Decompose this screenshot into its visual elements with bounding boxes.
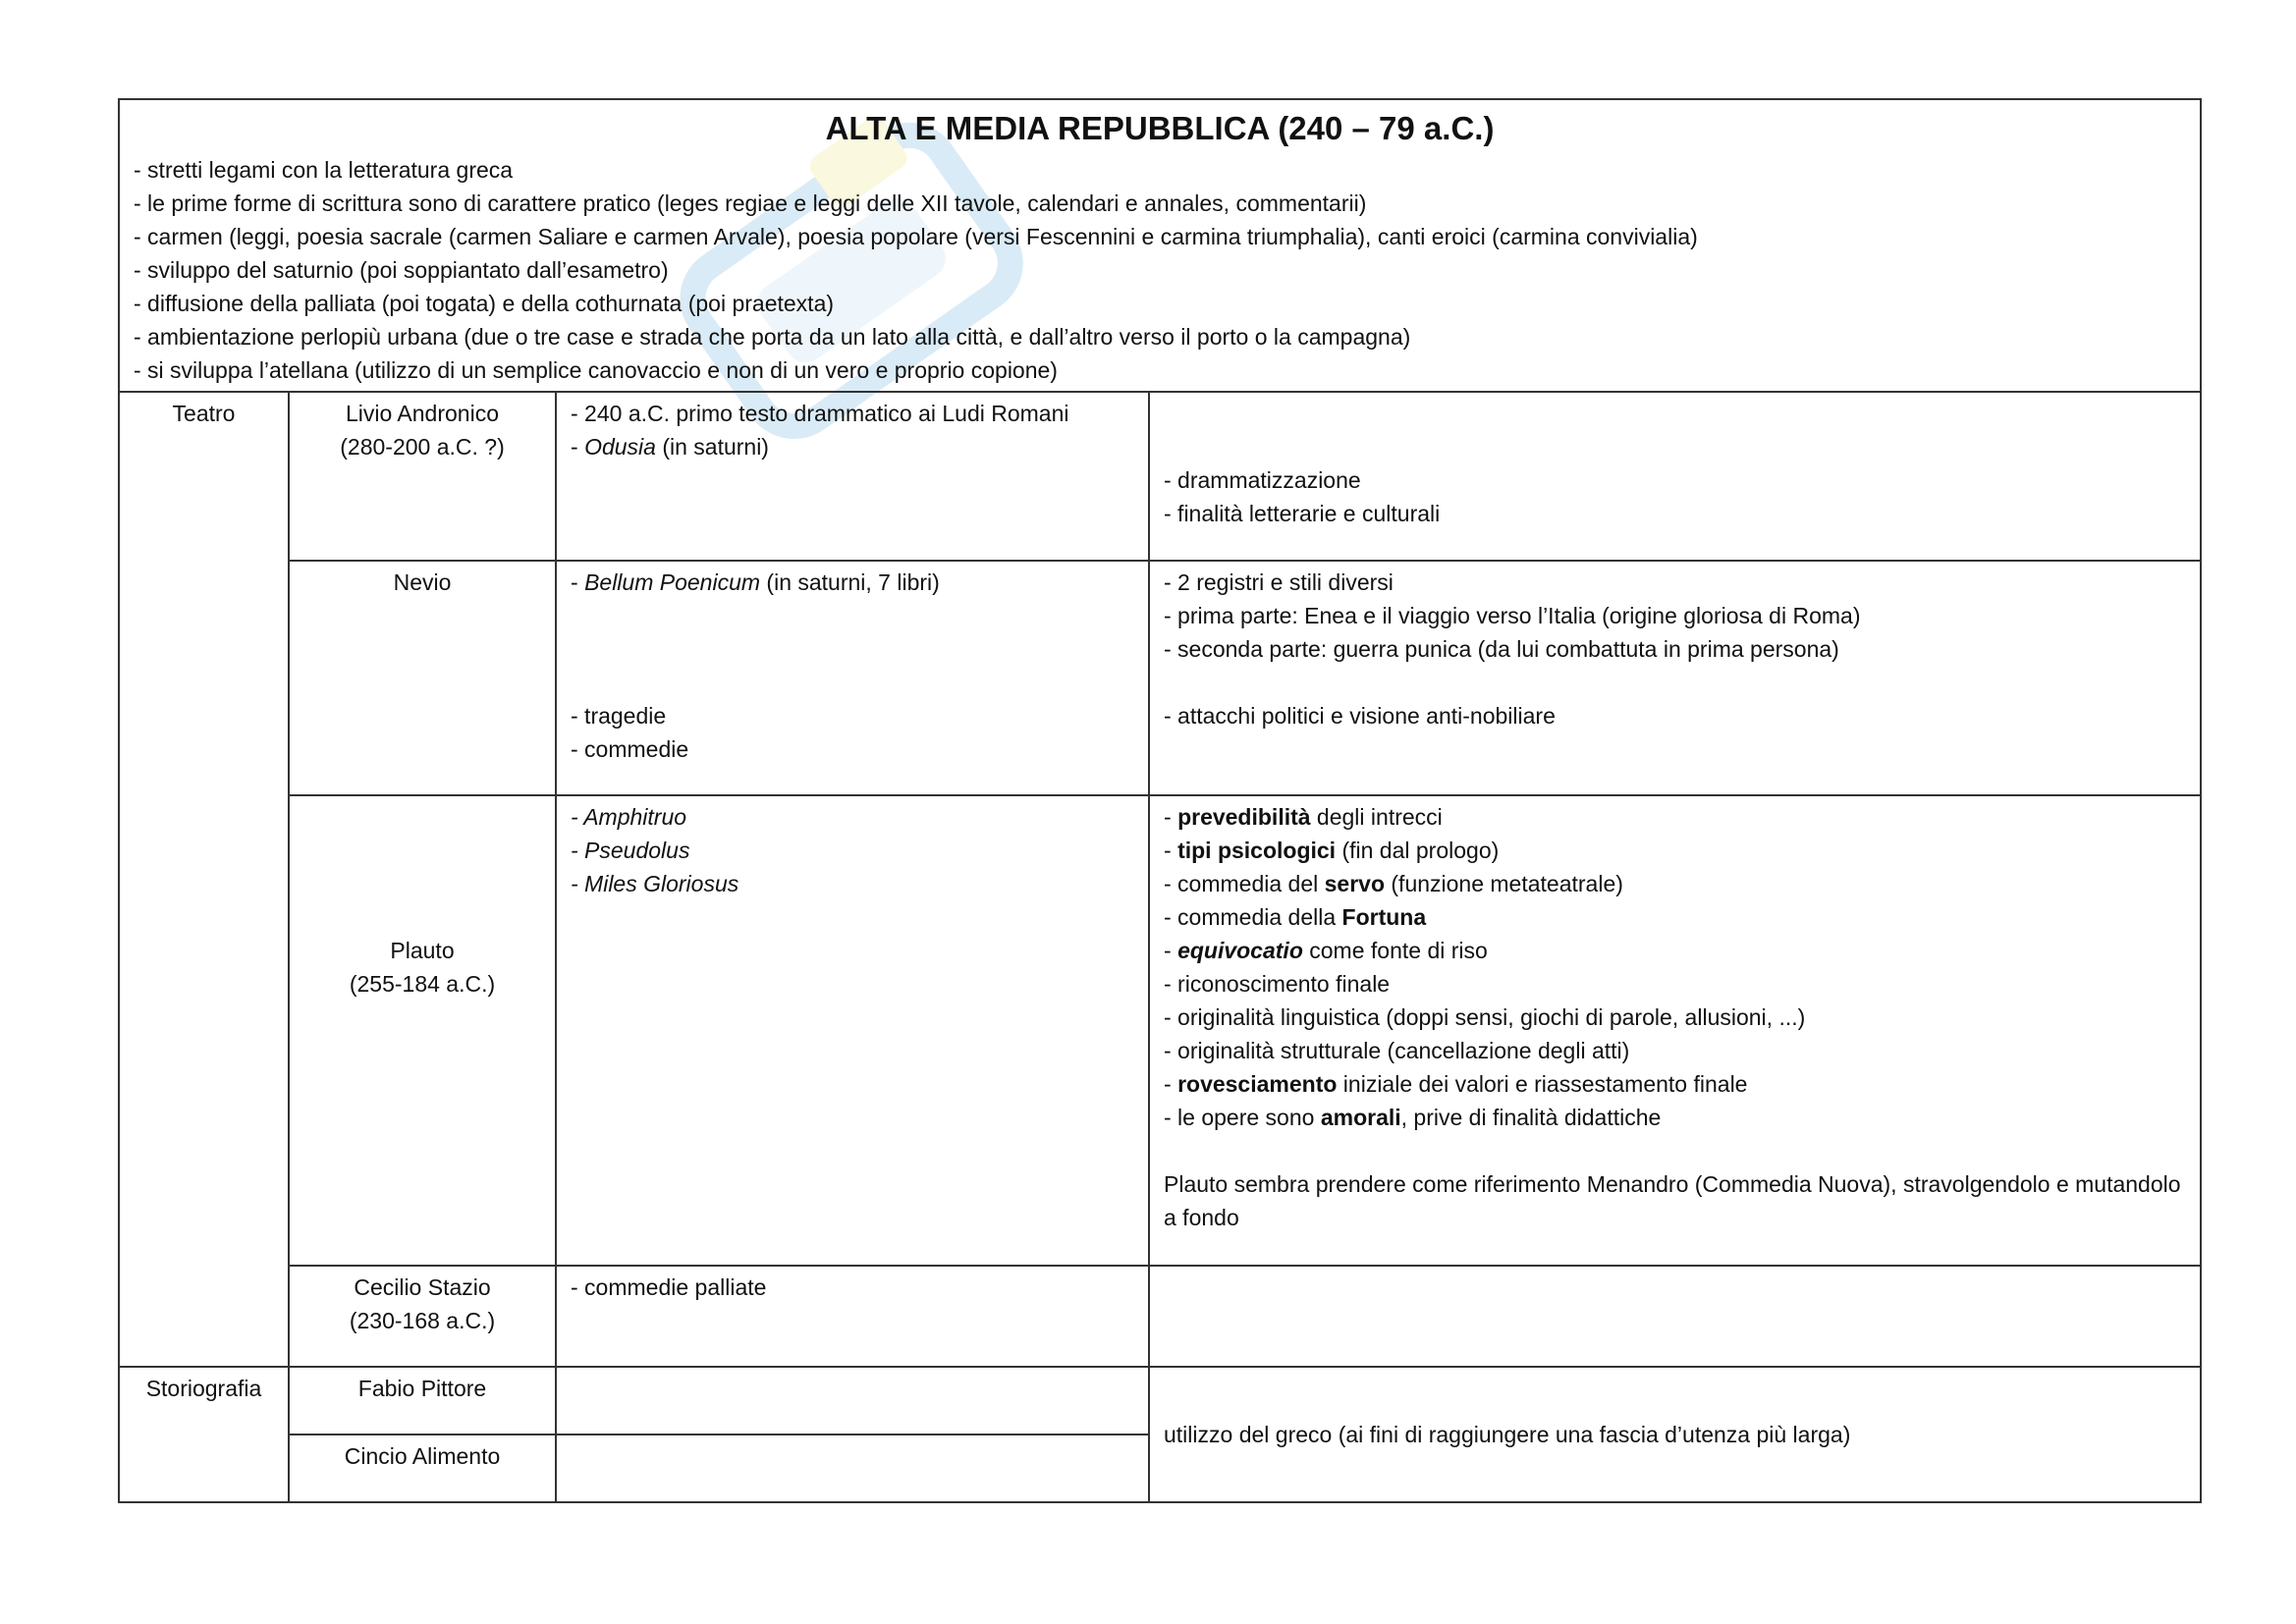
note-text: - commedia della [1164,904,1342,930]
page-title: ALTA E MEDIA REPUBBLICA (240 – 79 a.C.) [825,110,1495,146]
note-item: utilizzo del greco (ai fini di raggiungere una fascia d’utenza più larga) [1149,1367,2201,1502]
table-row [119,1367,2201,1435]
header-line: - diffusione della palliata (poi togata) e della cothurnata (poi praetexta) [134,291,835,316]
note-text: come fonte di riso [1302,938,1488,963]
author-dates: (280-200 a.C. ?) [340,434,505,460]
notes-cell [1149,561,2201,795]
notes-cell [1149,392,2201,561]
note-text: - commedia del [1164,871,1325,896]
work-item: - tragedie [571,703,667,729]
note-item: - attacchi politici e visione anti-nobiliare [1164,703,1556,729]
keyword: tipi psicologici [1177,838,1337,863]
keyword: amorali [1320,1105,1401,1130]
author-dates: (255-184 a.C.) [349,971,496,997]
work-item [571,566,1134,599]
author-name: Nevio [393,569,452,595]
keyword: Fortuna [1341,904,1427,930]
works-cell [556,1435,1149,1502]
dash: - [1164,1071,1178,1097]
work-item: - commedie palliate [571,1274,767,1300]
header-line: - ambientazione perlopiù urbana (due o tre case e strada che porta da un lato alla città, e dall’altro verso il porto o la campagna) [134,324,1411,350]
header-line: - sviluppo del saturnio (poi soppiantato dall’esametro) [134,257,669,283]
note-item: - originalità linguistica (doppi sensi, giochi di parole, allusioni, ...) [1164,1004,1806,1030]
keyword: prevedibilità [1177,804,1311,830]
author-name: Plauto [390,938,455,963]
notes-cell [1149,1266,2201,1367]
header-cell [119,99,2201,392]
dash: - [571,434,585,460]
note-item [1164,1101,2186,1134]
work-item [571,834,1134,867]
author-cell [289,392,556,561]
note-item: - riconoscimento finale [1164,971,1391,997]
keyword: equivocatio [1177,938,1303,963]
header-line: - si sviluppa l’atellana (utilizzo di un semplice canovaccio e non di un vero e proprio copione) [134,357,1058,383]
note-text: , prive di finalità didattiche [1400,1105,1662,1130]
author-name: Fabio Pittore [289,1367,556,1435]
table-row [119,561,2201,795]
work-title: - Amphitruo [571,804,687,830]
works-cell [556,392,1149,561]
note-item: - drammatizzazione [1164,467,1361,493]
category-teatro: Teatro [119,392,289,1367]
author-cell [289,795,556,1266]
works-cell [556,1367,1149,1435]
note-summary: Plauto sembra prendere come riferimento Menandro (Commedia Nuova), stravolgendolo e mutandolo a fondo [1164,1171,2181,1230]
work-title: - Pseudolus [571,838,690,863]
note-item: - prima parte: Enea e il viaggio verso l’Italia (origine gloriosa di Roma) [1164,603,1861,628]
note-item: - originalità strutturale (cancellazione degli atti) [1164,1038,1630,1063]
works-cell [556,561,1149,795]
dash: - [571,569,585,595]
work-item [571,800,1134,834]
author-cell [289,1266,556,1367]
work-item: - 240 a.C. primo testo drammatico ai Ludi Romani [571,401,1069,426]
note-text: (funzione metateatrale) [1385,871,1623,896]
summary-table [118,98,2202,1503]
work-detail: (in saturni) [655,434,769,460]
note-item [1164,900,2186,934]
work-title: Bellum Poenicum [584,569,761,595]
works-cell [556,1266,1149,1367]
author-dates: (230-168 a.C.) [349,1308,496,1333]
note-item: - seconda parte: guerra punica (da lui combattuta in prima persona) [1164,636,1839,662]
work-item [571,867,1134,900]
keyword: rovesciamento [1177,1071,1338,1097]
work-title: - Miles Gloriosus [571,871,739,896]
keyword: servo [1324,871,1385,896]
note-text: degli intrecci [1310,804,1443,830]
header-row [119,99,2201,392]
dash: - [1164,938,1178,963]
author-name: Cincio Alimento [289,1435,556,1502]
author-name: Livio Andronico [346,401,499,426]
dash: - [1164,804,1178,830]
header-line: - carmen (leggi, poesia sacrale (carmen Saliare e carmen Arvale), poesia popolare (versi Fescennini e carmina triumphalia), canti eroici (carmina convivialia) [134,224,1698,249]
work-detail: (in saturni, 7 libri) [760,569,940,595]
header-line: - stretti legami con la letteratura greca [134,157,514,183]
note-item [1164,1067,2186,1101]
note-item: - 2 registri e stili diversi [1164,569,1394,595]
note-text: (fin dal prologo) [1336,838,1500,863]
work-item: - commedie [571,736,689,762]
note-text: iniziale dei valori e riassestamento finale [1337,1071,1748,1097]
table-row [119,1266,2201,1367]
author-name: Cecilio Stazio [354,1274,491,1300]
work-item [571,430,1134,463]
works-cell [556,795,1149,1266]
notes-cell [1149,795,2201,1266]
note-item [1164,800,2186,834]
category-storiografia: Storiografia [119,1367,289,1502]
table-row [119,795,2201,1266]
note-item: - finalità letterarie e culturali [1164,501,1441,526]
note-item [1164,934,2186,967]
note-text: - le opere sono [1164,1105,1321,1130]
note-item [1164,834,2186,867]
dash: - [1164,838,1178,863]
author-cell [289,561,556,795]
table-row [119,392,2201,561]
note-item [1164,867,2186,900]
header-line: - le prime forme di scrittura sono di carattere pratico (leges regiae e leggi delle XII tavole, calendari e annales, commentarii) [134,190,1367,216]
work-title: Odusia [584,434,656,460]
